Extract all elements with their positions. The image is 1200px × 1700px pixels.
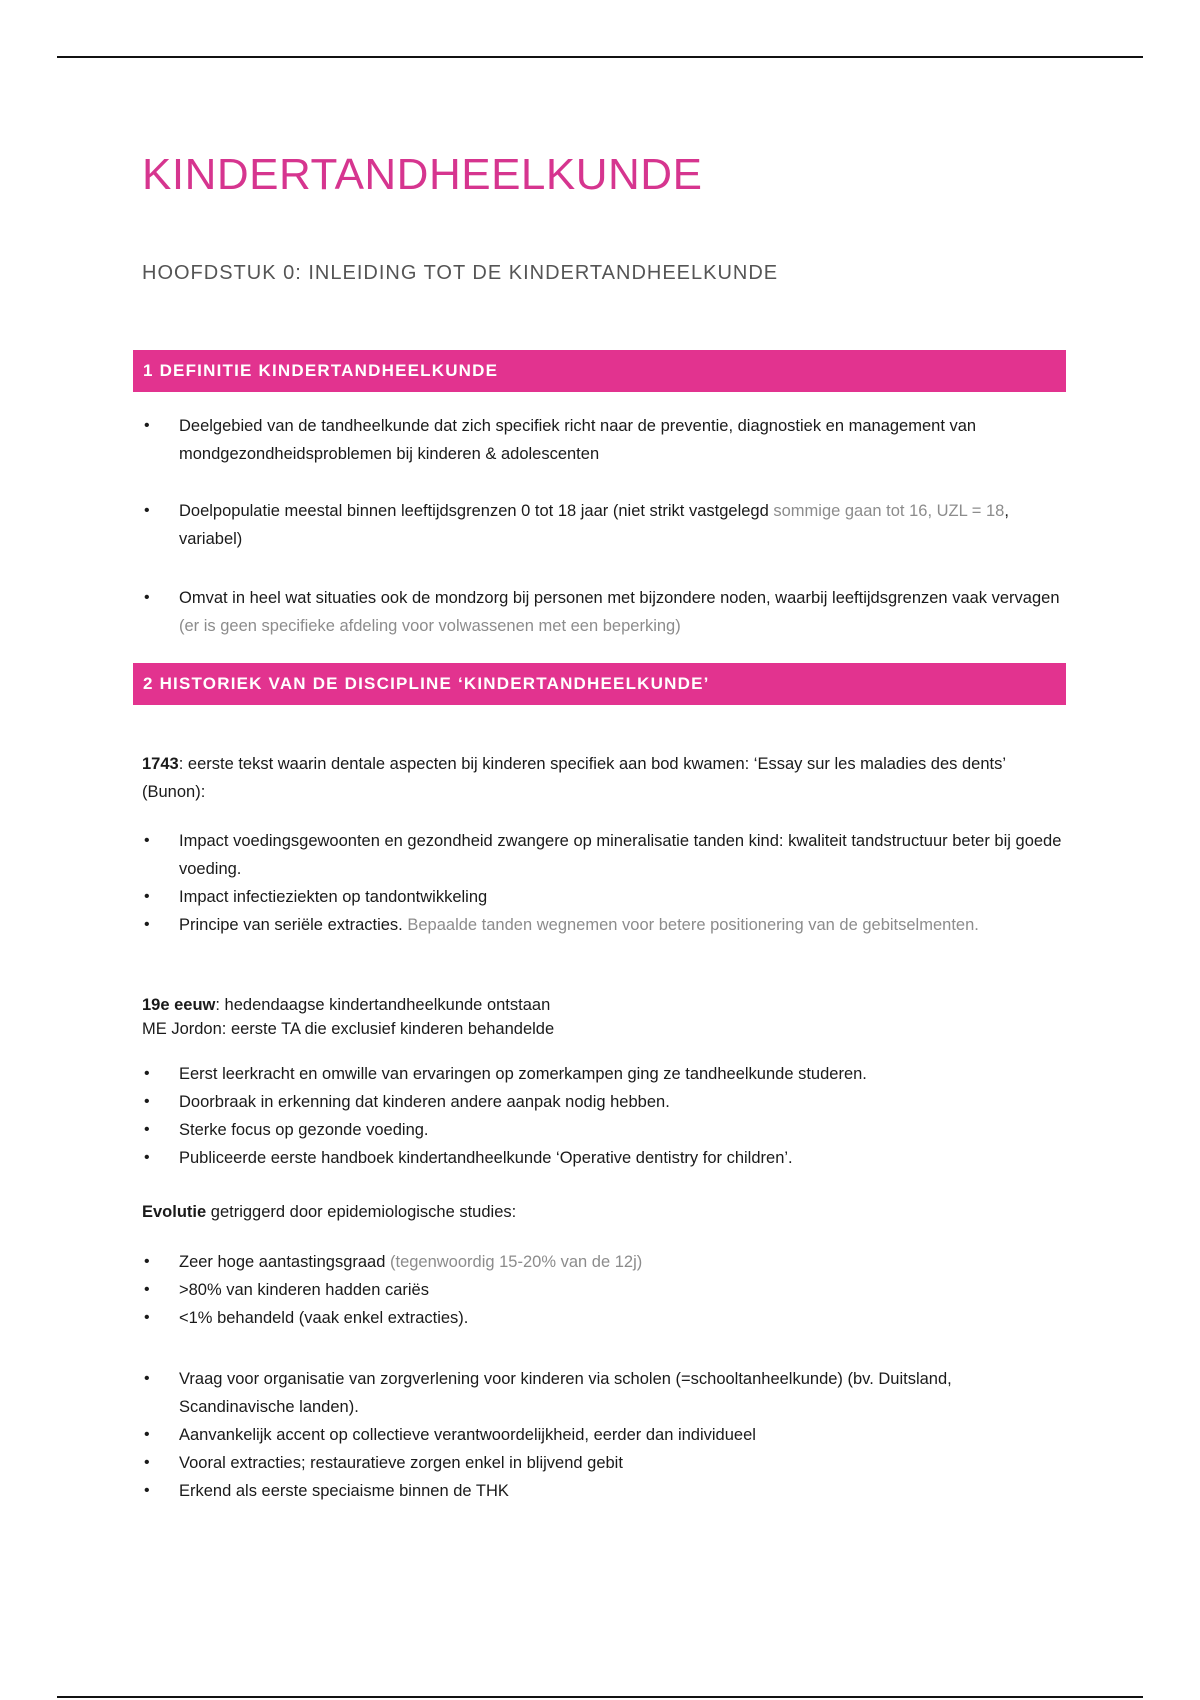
- paragraph-19e-eeuw: [142, 993, 1062, 1041]
- section-heading-definitie: 1 DEFINITIE KINDERTANDHEELKUNDE: [133, 350, 1066, 392]
- list-item-text: Vraag voor organisatie van zorgverlening voor kinderen via scholen (=schooltanheelkunde) (bv. Duitsland, Scandinavische landen).: [179, 1370, 952, 1416]
- bullet-icon: •: [144, 1253, 150, 1270]
- list-item-text: >80% van kinderen hadden cariës: [179, 1281, 429, 1299]
- list-item: [142, 883, 1062, 911]
- list-item: [142, 584, 1062, 640]
- list-item-text: Eerst leerkracht en omwille van ervaringen op zomerkampen ging ze tandheelkunde studeren.: [179, 1065, 867, 1083]
- list-item-text: Omvat in heel wat situaties ook de mondzorg bij personen met bijzondere noden, waarbij leeftijdsgrenzen vaak vervagen: [179, 589, 1060, 607]
- list-item: [142, 1060, 1062, 1088]
- century-label: 19e eeuw: [142, 996, 216, 1014]
- list-item-text: Deelgebied van de tandheelkunde dat zich specifiek richt naar de preventie, diagnostiek en management van mondgezondheidsproblemen bij kinderen & adolescenten: [179, 417, 977, 463]
- document-title: KINDERTANDHEELKUNDE: [142, 150, 703, 199]
- list-item-text: Impact infectieziekten op tandontwikkeling: [179, 888, 488, 906]
- list-item-text: Publiceerde eerste handboek kindertandheelkunde ‘Operative dentistry for children’.: [179, 1149, 793, 1167]
- bullet-icon: •: [144, 888, 150, 905]
- list-item-text: Impact voedingsgewoonten en gezondheid zwangere op mineralisatie tanden kind: kwaliteit tandstructuur beter bij goede voeding.: [179, 832, 1062, 878]
- bullet-icon: •: [144, 916, 150, 933]
- bunon-list: [142, 827, 1062, 939]
- year-label: 1743: [142, 755, 179, 773]
- list-item-text: Principe van seriële extracties.: [179, 916, 408, 934]
- definitie-list: [142, 412, 1062, 468]
- bullet-icon: •: [144, 1482, 150, 1499]
- paragraph-text: getriggerd door epidemiologische studies:: [206, 1203, 517, 1221]
- list-item: [142, 1477, 1062, 1505]
- bullet-icon: •: [144, 1149, 150, 1166]
- paragraph-text: : eerste tekst waarin dentale aspecten bij kinderen specifiek aan bod kwamen: ‘Essay sur les maladies des dents’ (Bunon):: [142, 755, 1006, 801]
- bullet-icon: •: [144, 502, 150, 519]
- bullet-icon: •: [144, 417, 150, 434]
- list-item: [142, 1144, 1062, 1172]
- paragraph-text: ME Jordon: eerste TA die exclusief kinderen behandelde: [142, 1020, 555, 1038]
- jordon-list: [142, 1060, 1062, 1172]
- bullet-icon: •: [144, 589, 150, 606]
- list-item: [142, 827, 1062, 883]
- list-item-text: <1% behandeld (vaak enkel extracties).: [179, 1309, 469, 1327]
- list-item-note: (tegenwoordig 15-20% van de 12j): [389, 1253, 643, 1271]
- paragraph-evolutie: [142, 1198, 1062, 1226]
- list-item-note: Bepaalde tanden wegnemen voor betere positionering van de gebitselmenten.: [407, 916, 979, 934]
- list-item-text: Erkend als eerste speciaisme binnen de THK: [179, 1482, 509, 1500]
- list-item-text-end: , variabel): [179, 502, 1009, 548]
- bullet-icon: •: [144, 1065, 150, 1082]
- bullet-icon: •: [144, 1281, 150, 1298]
- evolutie-label: Evolutie: [142, 1203, 207, 1221]
- list-item-text: Aanvankelijk accent op collectieve verantwoordelijkheid, eerder dan individueel: [179, 1426, 756, 1444]
- list-item: [142, 1248, 1062, 1276]
- evolutie-list: [142, 1248, 1062, 1332]
- organisatie-list: [142, 1365, 1062, 1505]
- list-item: [142, 1276, 1062, 1304]
- list-item: [142, 1421, 1062, 1449]
- chapter-subtitle: HOOFDSTUK 0: INLEIDING TOT DE KINDERTANDHEELKUNDE: [142, 262, 779, 284]
- list-item: [142, 1304, 1062, 1332]
- paragraph-1743: [142, 750, 1062, 806]
- definitie-list: [142, 497, 1062, 553]
- list-item: [142, 1116, 1062, 1144]
- definitie-list: [142, 584, 1062, 640]
- list-item-text: Doorbraak in erkenning dat kinderen andere aanpak nodig hebben.: [179, 1093, 670, 1111]
- list-item-text: Sterke focus op gezonde voeding.: [179, 1121, 429, 1139]
- bullet-icon: •: [144, 832, 150, 849]
- bullet-icon: •: [144, 1093, 150, 1110]
- list-item-text: Vooral extracties; restauratieve zorgen enkel in blijvend gebit: [179, 1454, 623, 1472]
- list-item-note: (er is geen specifieke afdeling voor volwassenen met een beperking): [179, 617, 681, 635]
- list-item: [142, 911, 1062, 939]
- list-item: [142, 1365, 1062, 1421]
- list-item-text: Doelpopulatie meestal binnen leeftijdsgrenzen 0 tot 18 jaar (niet strikt vastgelegd: [179, 502, 774, 520]
- bullet-icon: •: [144, 1454, 150, 1471]
- list-item: [142, 412, 1062, 468]
- paragraph-text: : hedendaagse kindertandheelkunde ontstaan: [215, 996, 551, 1014]
- bottom-rule: [57, 1696, 1143, 1698]
- list-item-text: Zeer hoge aantastingsgraad: [179, 1253, 390, 1271]
- bullet-icon: •: [144, 1309, 150, 1326]
- top-rule: [57, 56, 1143, 58]
- bullet-icon: •: [144, 1370, 150, 1387]
- list-item: [142, 1088, 1062, 1116]
- section-heading-historiek: 2 HISTORIEK VAN DE DISCIPLINE ‘KINDERTANDHEELKUNDE’: [133, 663, 1066, 705]
- list-item: [142, 497, 1062, 553]
- bullet-icon: •: [144, 1121, 150, 1138]
- list-item: [142, 1449, 1062, 1477]
- list-item-note: sommige gaan tot 16, UZL = 18: [773, 502, 1005, 520]
- bullet-icon: •: [144, 1426, 150, 1443]
